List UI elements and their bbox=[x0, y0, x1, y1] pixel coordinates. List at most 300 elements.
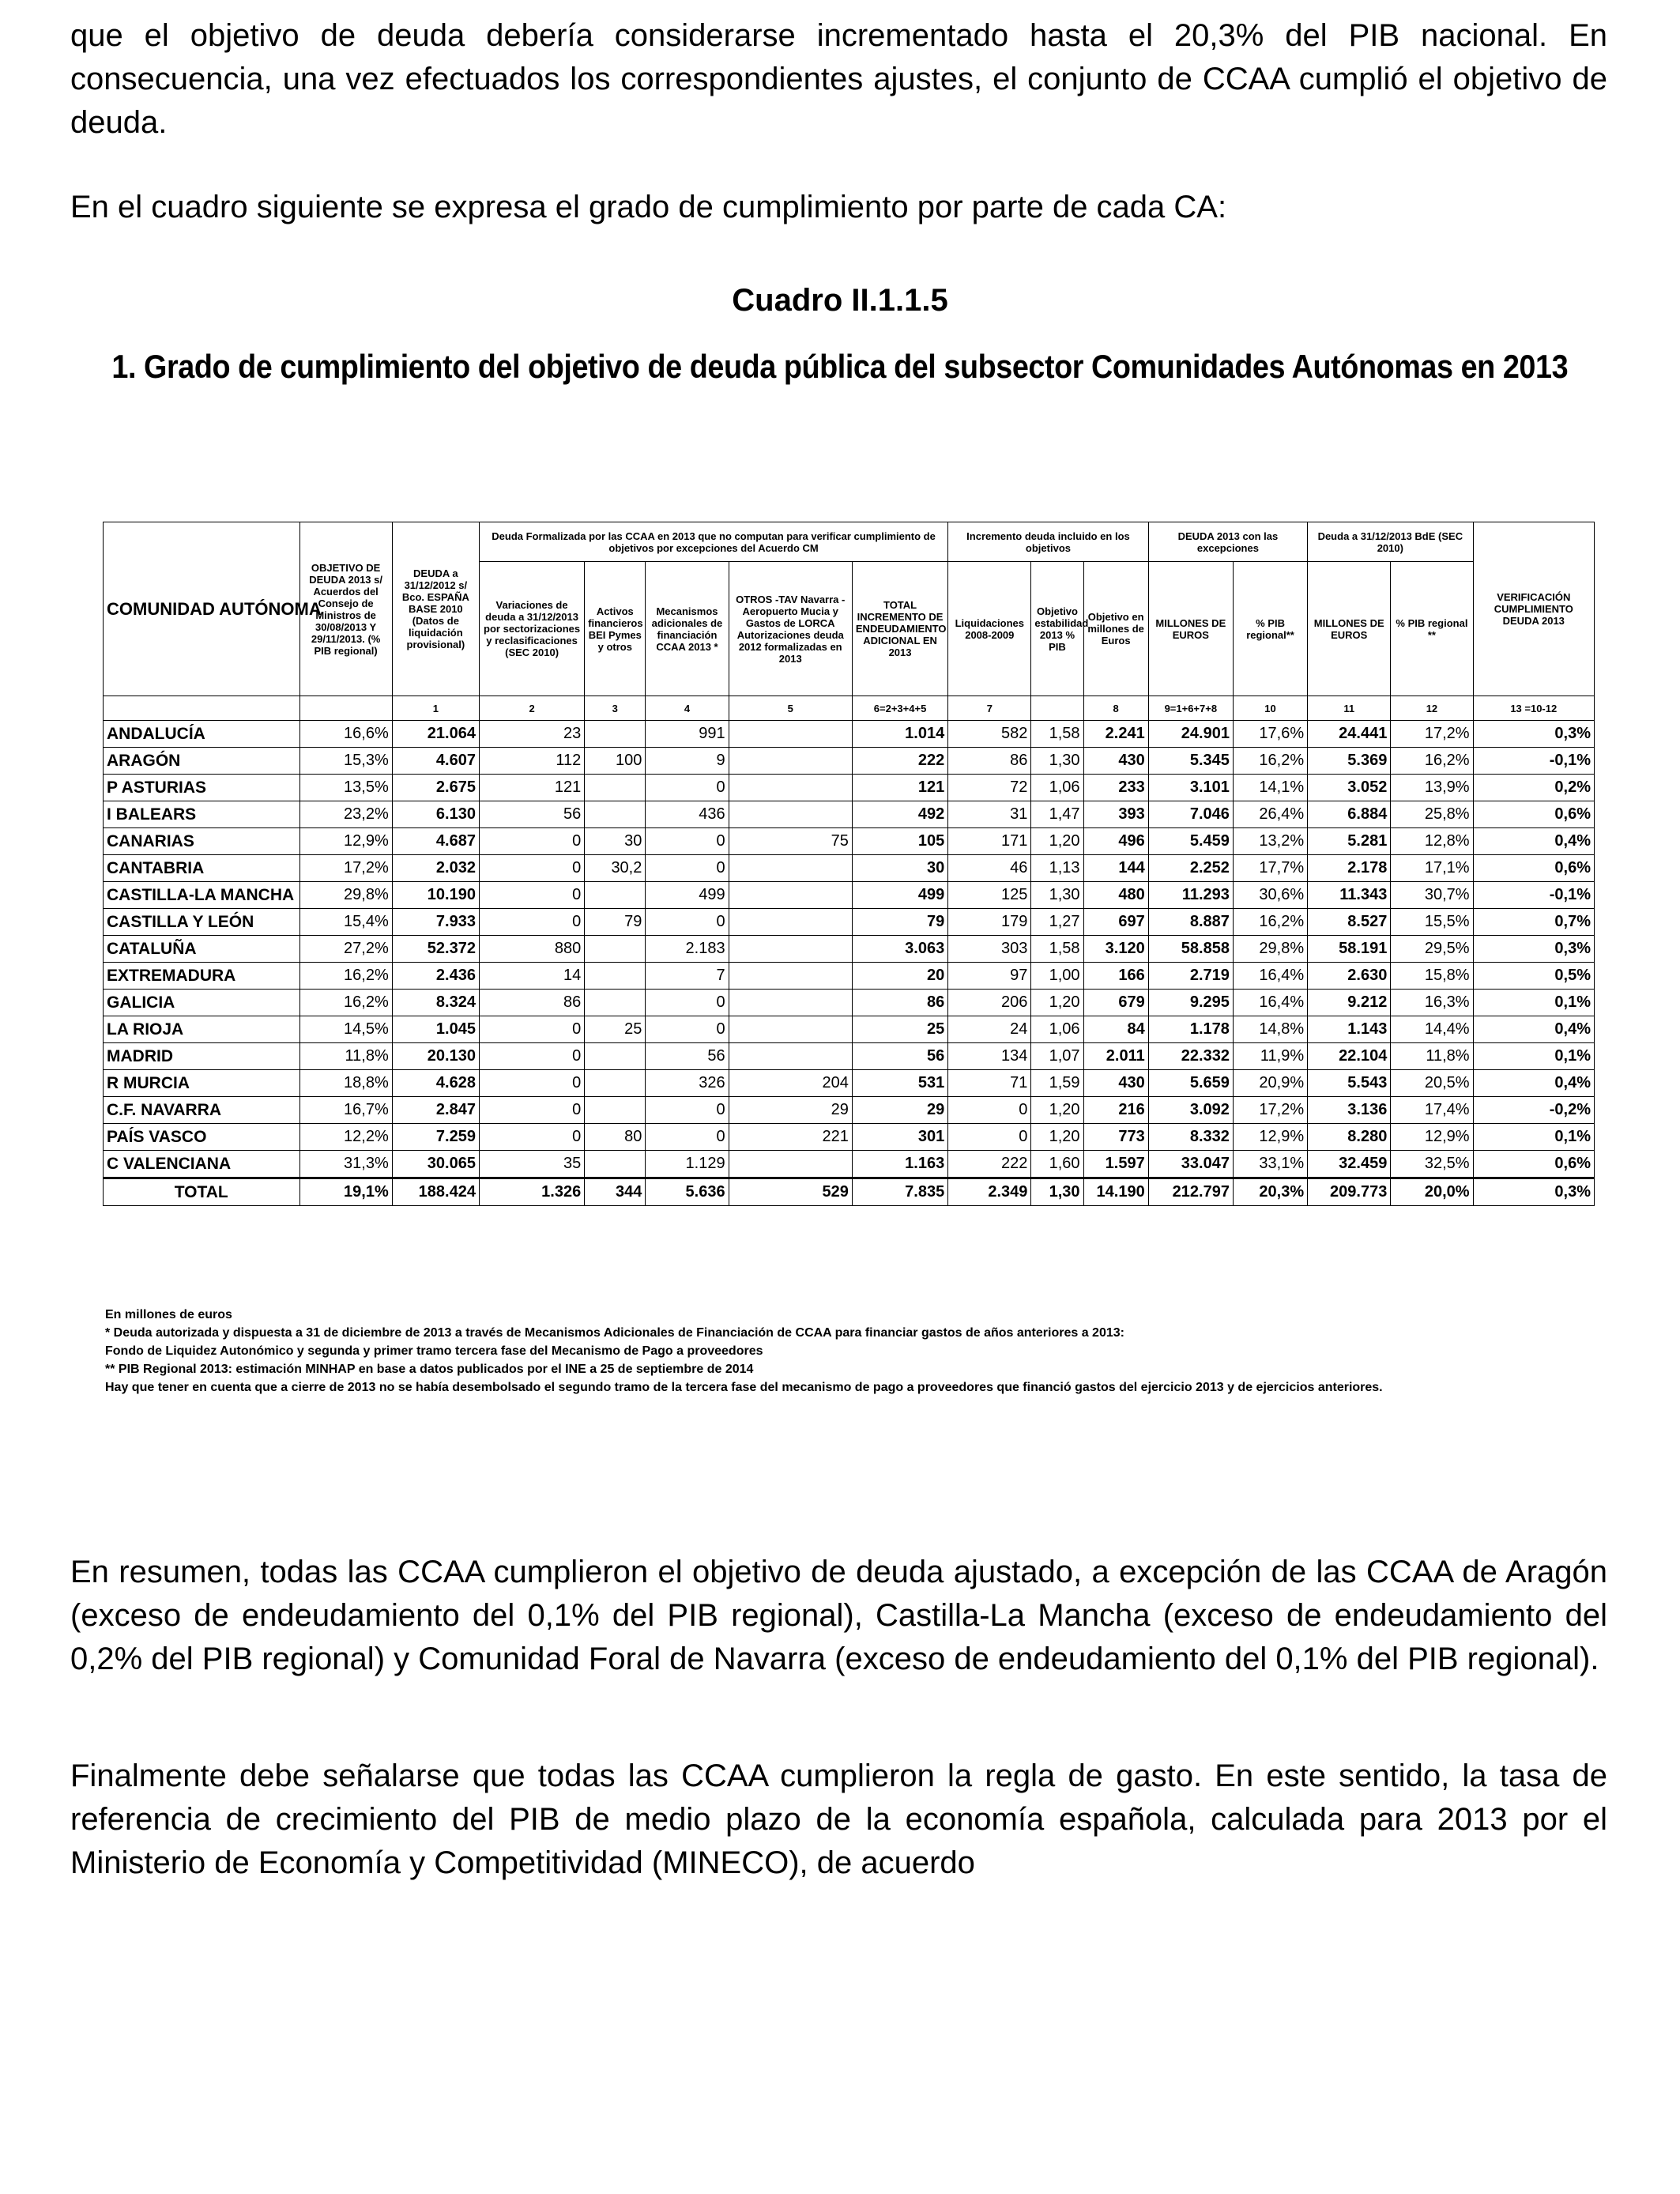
cell-mec: 0 bbox=[646, 1097, 729, 1124]
cell-me: 11.293 bbox=[1148, 882, 1233, 909]
cell-obj: 31,3% bbox=[299, 1151, 392, 1178]
table-row bbox=[104, 963, 1595, 990]
header-activos: Activos financieros BEI Pymes y otros bbox=[585, 562, 646, 696]
header-number-blank bbox=[299, 696, 392, 721]
cell-pibb: 20,5% bbox=[1391, 1070, 1473, 1097]
cell-oe: 1,06 bbox=[1031, 775, 1083, 801]
cell-me: 5.345 bbox=[1148, 748, 1233, 775]
cell-mec: 0 bbox=[646, 828, 729, 855]
cell-om: 166 bbox=[1083, 963, 1148, 990]
cell-om: 430 bbox=[1083, 748, 1148, 775]
cell-otr: 75 bbox=[729, 828, 852, 855]
table-row bbox=[104, 1151, 1595, 1178]
header-variaciones: Variaciones de deuda a 31/12/2013 por sectorizaciones y reclasificaciones (SEC 2010) bbox=[479, 562, 584, 696]
cell-liq: 24 bbox=[948, 1016, 1031, 1043]
table-row bbox=[104, 828, 1595, 855]
cell-oe: 1,58 bbox=[1031, 936, 1083, 963]
paragraph-table-intro: En el cuadro siguiente se expresa el grado de cumplimiento por parte de cada CA: bbox=[70, 190, 1227, 224]
header-millones-euros: MILLONES DE EUROS bbox=[1148, 562, 1233, 696]
cell-mec: 0 bbox=[646, 990, 729, 1016]
cell-tot: 492 bbox=[852, 801, 947, 828]
cell-om: 697 bbox=[1083, 909, 1148, 936]
cell-meb: 11.343 bbox=[1308, 882, 1391, 909]
cell-tot: 1.014 bbox=[852, 721, 947, 748]
paragraph-intro: que el objetivo de deuda debería considerarse incrementado hasta el 20,3% del PIB nacional. En consecuencia, una vez efectuados los correspondientes ajustes, el conjunto de CCAA cumplió el objetivo de deuda. bbox=[70, 18, 1607, 140]
header-number: 8 bbox=[1083, 696, 1148, 721]
header-group-incremento: Incremento deuda incluido en los objetivos bbox=[948, 522, 1149, 562]
cell-mec: 0 bbox=[646, 775, 729, 801]
cell-pib: 17,6% bbox=[1233, 721, 1307, 748]
cell-liq: 0 bbox=[948, 1097, 1031, 1124]
cell-pib: 16,2% bbox=[1233, 909, 1307, 936]
header-number: 9=1+6+7+8 bbox=[1148, 696, 1233, 721]
cell-otr bbox=[729, 801, 852, 828]
cell-var: 121 bbox=[479, 775, 584, 801]
cell-var: 14 bbox=[479, 963, 584, 990]
cell-me: 22.332 bbox=[1148, 1043, 1233, 1070]
cell-var: 112 bbox=[479, 748, 584, 775]
cell-act bbox=[585, 963, 646, 990]
cell-d2012: 6.130 bbox=[392, 801, 479, 828]
cell-d2012: 21.064 bbox=[392, 721, 479, 748]
table-row bbox=[104, 775, 1595, 801]
cell-comunidad: I BALEARS bbox=[104, 801, 300, 828]
cell-var: 0 bbox=[479, 1016, 584, 1043]
cell-meb: 2.178 bbox=[1308, 855, 1391, 882]
cell-tot: 531 bbox=[852, 1070, 947, 1097]
cell-tot: 25 bbox=[852, 1016, 947, 1043]
cell-ver: 0,6% bbox=[1473, 801, 1594, 828]
cell-om: 679 bbox=[1083, 990, 1148, 1016]
cell-act bbox=[585, 801, 646, 828]
header-number: 4 bbox=[646, 696, 729, 721]
cell-meb: 3.136 bbox=[1308, 1097, 1391, 1124]
cell-pib: 20,3% bbox=[1233, 1178, 1307, 1206]
cell-d2012: 2.675 bbox=[392, 775, 479, 801]
cell-obj: 16,7% bbox=[299, 1097, 392, 1124]
cell-otr bbox=[729, 721, 852, 748]
cell-var: 56 bbox=[479, 801, 584, 828]
cell-mec: 0 bbox=[646, 1124, 729, 1151]
cell-liq: 582 bbox=[948, 721, 1031, 748]
cell-liq: 222 bbox=[948, 1151, 1031, 1178]
cell-comunidad: C VALENCIANA bbox=[104, 1151, 300, 1178]
cell-pib: 11,9% bbox=[1233, 1043, 1307, 1070]
table-row bbox=[104, 1124, 1595, 1151]
cell-meb: 9.212 bbox=[1308, 990, 1391, 1016]
cell-pibb: 14,4% bbox=[1391, 1016, 1473, 1043]
cell-pibb: 13,9% bbox=[1391, 775, 1473, 801]
cell-meb: 5.369 bbox=[1308, 748, 1391, 775]
paragraph-summary: En resumen, todas las CCAA cumplieron el objetivo de deuda ajustado, a excepción de las CCAA de Aragón (exceso de endeudamiento del 0,1% del PIB regional), Castilla-La Mancha (exceso de endeudamiento del 0,2% del PIB regional) y Comunidad Foral de Navarra (exceso de endeudamiento del 0,1% del PIB regional). bbox=[70, 1555, 1607, 1676]
note: Hay que tener en cuenta que a cierre de 2013 no se había desembolsado el segundo tramo de la tercera fase del mecanismo de pago a proveedores que financió gastos del ejercicio 2013 y de ejercicios anteriores. bbox=[105, 1381, 1383, 1394]
table-row bbox=[104, 855, 1595, 882]
cell-liq: 303 bbox=[948, 936, 1031, 963]
cell-obj: 29,8% bbox=[299, 882, 392, 909]
cell-act: 30,2 bbox=[585, 855, 646, 882]
note: ** PIB Regional 2013: estimación MINHAP en base a datos publicados por el INE a 25 de septiembre de 2014 bbox=[105, 1363, 754, 1376]
cell-var: 0 bbox=[479, 855, 584, 882]
cell-pibb: 11,8% bbox=[1391, 1043, 1473, 1070]
cell-comunidad: CATALUÑA bbox=[104, 936, 300, 963]
cell-otr bbox=[729, 1043, 852, 1070]
cell-mec: 326 bbox=[646, 1070, 729, 1097]
cell-me: 1.178 bbox=[1148, 1016, 1233, 1043]
cell-act: 344 bbox=[585, 1178, 646, 1206]
cell-tot: 1.163 bbox=[852, 1151, 947, 1178]
cell-meb: 8.527 bbox=[1308, 909, 1391, 936]
cell-liq: 2.349 bbox=[948, 1178, 1031, 1206]
cell-ver: 0,4% bbox=[1473, 1070, 1594, 1097]
table-row bbox=[104, 1070, 1595, 1097]
cell-ver: 0,5% bbox=[1473, 963, 1594, 990]
cell-meb: 209.773 bbox=[1308, 1178, 1391, 1206]
cell-obj: 23,2% bbox=[299, 801, 392, 828]
cell-mec: 7 bbox=[646, 963, 729, 990]
cell-pib: 16,2% bbox=[1233, 748, 1307, 775]
cell-me: 2.252 bbox=[1148, 855, 1233, 882]
cell-liq: 206 bbox=[948, 990, 1031, 1016]
cell-comunidad: ANDALUCÍA bbox=[104, 721, 300, 748]
cell-ver: 0,3% bbox=[1473, 721, 1594, 748]
cell-me: 58.858 bbox=[1148, 936, 1233, 963]
cell-otr: 204 bbox=[729, 1070, 852, 1097]
cell-d2012: 20.130 bbox=[392, 1043, 479, 1070]
cell-mec: 436 bbox=[646, 801, 729, 828]
cell-pib: 13,2% bbox=[1233, 828, 1307, 855]
header-objetivo-millones: Objetivo en millones de Euros bbox=[1083, 562, 1148, 696]
cell-act bbox=[585, 990, 646, 1016]
cell-me: 7.046 bbox=[1148, 801, 1233, 828]
header-number: 11 bbox=[1308, 696, 1391, 721]
cell-pibb: 12,9% bbox=[1391, 1124, 1473, 1151]
cell-otr bbox=[729, 990, 852, 1016]
cell-liq: 0 bbox=[948, 1124, 1031, 1151]
cell-meb: 58.191 bbox=[1308, 936, 1391, 963]
cell-otr bbox=[729, 775, 852, 801]
cell-om: 2.241 bbox=[1083, 721, 1148, 748]
cell-ver: 0,4% bbox=[1473, 1016, 1594, 1043]
cell-me: 9.295 bbox=[1148, 990, 1233, 1016]
header-objetivo-estabilidad: Objetivo estabilidad 2013 % PIB bbox=[1031, 562, 1083, 696]
cell-om: 3.120 bbox=[1083, 936, 1148, 963]
table-row bbox=[104, 990, 1595, 1016]
cell-me: 3.092 bbox=[1148, 1097, 1233, 1124]
cell-pibb: 17,4% bbox=[1391, 1097, 1473, 1124]
cell-oe: 1,20 bbox=[1031, 990, 1083, 1016]
cell-obj: 13,5% bbox=[299, 775, 392, 801]
cell-mec: 991 bbox=[646, 721, 729, 748]
table-row bbox=[104, 936, 1595, 963]
cell-tot: 3.063 bbox=[852, 936, 947, 963]
cell-liq: 125 bbox=[948, 882, 1031, 909]
cell-ver: -0,2% bbox=[1473, 1097, 1594, 1124]
cell-liq: 86 bbox=[948, 748, 1031, 775]
cell-oe: 1,30 bbox=[1031, 1178, 1083, 1206]
table-row bbox=[104, 882, 1595, 909]
cell-obj: 11,8% bbox=[299, 1043, 392, 1070]
cell-oe: 1,27 bbox=[1031, 909, 1083, 936]
cell-liq: 134 bbox=[948, 1043, 1031, 1070]
cell-oe: 1,30 bbox=[1031, 882, 1083, 909]
header-pib-regional: % PIB regional** bbox=[1233, 562, 1307, 696]
cell-act bbox=[585, 1070, 646, 1097]
cell-var: 0 bbox=[479, 909, 584, 936]
cell-me: 2.719 bbox=[1148, 963, 1233, 990]
cell-oe: 1,30 bbox=[1031, 748, 1083, 775]
cell-pibb: 32,5% bbox=[1391, 1151, 1473, 1178]
header-number: 5 bbox=[729, 696, 852, 721]
cell-comunidad: P ASTURIAS bbox=[104, 775, 300, 801]
cell-mec: 5.636 bbox=[646, 1178, 729, 1206]
note: En millones de euros bbox=[105, 1308, 232, 1321]
cell-tot: 79 bbox=[852, 909, 947, 936]
cell-mec: 1.129 bbox=[646, 1151, 729, 1178]
header-number bbox=[1031, 696, 1083, 721]
cell-mec: 499 bbox=[646, 882, 729, 909]
cell-tot: 30 bbox=[852, 855, 947, 882]
cell-comunidad: PAÍS VASCO bbox=[104, 1124, 300, 1151]
cell-var: 0 bbox=[479, 1124, 584, 1151]
cell-obj: 16,2% bbox=[299, 990, 392, 1016]
cell-mec: 0 bbox=[646, 909, 729, 936]
cell-act: 79 bbox=[585, 909, 646, 936]
cell-obj: 12,2% bbox=[299, 1124, 392, 1151]
table-title bbox=[0, 348, 1680, 386]
paragraph-gasto: Finalmente debe señalarse que todas las CCAA cumplieron la regla de gasto. En este sentido, la tasa de referencia de crecimiento del PIB de medio plazo de la economía española, calculada para 2013 por el Ministerio de Economía y Competitividad (MINECO), de acuerdo bbox=[70, 1759, 1607, 1880]
cell-obj: 12,9% bbox=[299, 828, 392, 855]
cell-pibb: 20,0% bbox=[1391, 1178, 1473, 1206]
cell-comunidad: CANARIAS bbox=[104, 828, 300, 855]
cell-om: 430 bbox=[1083, 1070, 1148, 1097]
cell-d2012: 10.190 bbox=[392, 882, 479, 909]
cell-pib: 14,8% bbox=[1233, 1016, 1307, 1043]
cell-pibb: 29,5% bbox=[1391, 936, 1473, 963]
header-number: 12 bbox=[1391, 696, 1473, 721]
cell-pibb: 17,2% bbox=[1391, 721, 1473, 748]
cell-me: 3.101 bbox=[1148, 775, 1233, 801]
table-row bbox=[104, 1178, 1595, 1206]
cell-ver: 0,1% bbox=[1473, 1124, 1594, 1151]
cell-ver: -0,1% bbox=[1473, 882, 1594, 909]
cell-om: 216 bbox=[1083, 1097, 1148, 1124]
cell-me: 212.797 bbox=[1148, 1178, 1233, 1206]
cell-liq: 171 bbox=[948, 828, 1031, 855]
cell-pibb: 25,8% bbox=[1391, 801, 1473, 828]
cell-d2012: 4.607 bbox=[392, 748, 479, 775]
cell-pib: 33,1% bbox=[1233, 1151, 1307, 1178]
cell-oe: 1,20 bbox=[1031, 1124, 1083, 1151]
cell-liq: 46 bbox=[948, 855, 1031, 882]
cell-var: 1.326 bbox=[479, 1178, 584, 1206]
cell-comunidad: LA RIOJA bbox=[104, 1016, 300, 1043]
cell-pibb: 12,8% bbox=[1391, 828, 1473, 855]
cell-liq: 179 bbox=[948, 909, 1031, 936]
note: Fondo de Liquidez Autonómico y segunda y primer tramo tercera fase del Mecanismo de Pago a proveedores bbox=[105, 1344, 763, 1358]
cell-pibb: 30,7% bbox=[1391, 882, 1473, 909]
cell-mec: 2.183 bbox=[646, 936, 729, 963]
cell-act bbox=[585, 882, 646, 909]
cell-pib: 12,9% bbox=[1233, 1124, 1307, 1151]
cell-pibb: 15,5% bbox=[1391, 909, 1473, 936]
cell-obj: 27,2% bbox=[299, 936, 392, 963]
cell-oe: 1,59 bbox=[1031, 1070, 1083, 1097]
cell-act bbox=[585, 721, 646, 748]
cell-tot: 222 bbox=[852, 748, 947, 775]
table-notes bbox=[105, 1306, 1591, 1397]
header-number: 3 bbox=[585, 696, 646, 721]
header-comunidad: COMUNIDAD AUTÓNOMA bbox=[104, 522, 300, 696]
cell-act bbox=[585, 775, 646, 801]
cell-obj: 17,2% bbox=[299, 855, 392, 882]
note: * Deuda autorizada y dispuesta a 31 de diciembre de 2013 a través de Mecanismos Adicionales de Financiación de CCAA para financiar gastos de años anteriores a 2013: bbox=[105, 1326, 1124, 1340]
header-verificacion: VERIFICACIÓN CUMPLIMIENTO DEUDA 2013 bbox=[1473, 522, 1594, 696]
table-row bbox=[104, 909, 1595, 936]
cell-pib: 17,7% bbox=[1233, 855, 1307, 882]
cell-ver: 0,1% bbox=[1473, 990, 1594, 1016]
cell-d2012: 188.424 bbox=[392, 1178, 479, 1206]
header-number: 1 bbox=[392, 696, 479, 721]
header-number: 10 bbox=[1233, 696, 1307, 721]
cell-pib: 26,4% bbox=[1233, 801, 1307, 828]
cell-pib: 20,9% bbox=[1233, 1070, 1307, 1097]
cell-act: 80 bbox=[585, 1124, 646, 1151]
cell-d2012: 7.933 bbox=[392, 909, 479, 936]
table-row bbox=[104, 748, 1595, 775]
cell-meb: 5.281 bbox=[1308, 828, 1391, 855]
header-mecanismos: Mecanismos adicionales de financiación CCAA 2013 * bbox=[646, 562, 729, 696]
cell-pibb: 16,2% bbox=[1391, 748, 1473, 775]
cell-om: 84 bbox=[1083, 1016, 1148, 1043]
cell-oe: 1,00 bbox=[1031, 963, 1083, 990]
cell-comunidad: R MURCIA bbox=[104, 1070, 300, 1097]
cell-comunidad: C.F. NAVARRA bbox=[104, 1097, 300, 1124]
cell-om: 2.011 bbox=[1083, 1043, 1148, 1070]
cell-om: 393 bbox=[1083, 801, 1148, 828]
cell-obj: 15,4% bbox=[299, 909, 392, 936]
cell-ver: 0,6% bbox=[1473, 1151, 1594, 1178]
cell-obj: 19,1% bbox=[299, 1178, 392, 1206]
cuadro-label: Cuadro II.1.1.5 bbox=[732, 283, 948, 318]
cell-liq: 31 bbox=[948, 801, 1031, 828]
cell-ver: 0,6% bbox=[1473, 855, 1594, 882]
cell-me: 8.887 bbox=[1148, 909, 1233, 936]
table-body bbox=[104, 721, 1595, 1206]
cell-otr bbox=[729, 855, 852, 882]
cell-liq: 71 bbox=[948, 1070, 1031, 1097]
header-objetivo: OBJETIVO DE DEUDA 2013 s/ Acuerdos del Consejo de Ministros de 30/08/2013 Y 29/11/2013. (% PIB regional) bbox=[299, 522, 392, 696]
cell-d2012: 1.045 bbox=[392, 1016, 479, 1043]
cell-act: 100 bbox=[585, 748, 646, 775]
header-millones-euros-bde: MILLONES DE EUROS bbox=[1308, 562, 1391, 696]
cell-mec: 56 bbox=[646, 1043, 729, 1070]
cell-tot: 301 bbox=[852, 1124, 947, 1151]
cell-oe: 1,58 bbox=[1031, 721, 1083, 748]
cell-d2012: 2.032 bbox=[392, 855, 479, 882]
cell-otr: 221 bbox=[729, 1124, 852, 1151]
cell-meb: 3.052 bbox=[1308, 775, 1391, 801]
cell-meb: 22.104 bbox=[1308, 1043, 1391, 1070]
cell-act bbox=[585, 936, 646, 963]
cell-om: 1.597 bbox=[1083, 1151, 1148, 1178]
table-row bbox=[104, 721, 1595, 748]
cell-comunidad: TOTAL bbox=[104, 1178, 300, 1206]
cell-comunidad: CASTILLA-LA MANCHA bbox=[104, 882, 300, 909]
cell-var: 23 bbox=[479, 721, 584, 748]
table-row bbox=[104, 1016, 1595, 1043]
cell-om: 144 bbox=[1083, 855, 1148, 882]
cell-pib: 14,1% bbox=[1233, 775, 1307, 801]
cell-pib: 16,4% bbox=[1233, 963, 1307, 990]
cell-obj: 16,6% bbox=[299, 721, 392, 748]
cell-tot: 121 bbox=[852, 775, 947, 801]
header-number: 6=2+3+4+5 bbox=[852, 696, 947, 721]
cell-meb: 5.543 bbox=[1308, 1070, 1391, 1097]
cell-act: 30 bbox=[585, 828, 646, 855]
cell-oe: 1,06 bbox=[1031, 1016, 1083, 1043]
cell-otr bbox=[729, 936, 852, 963]
table-title-text: 1. Grado de cumplimiento del objetivo de deuda pública del subsector Comunidades Autónomas en 2013 bbox=[111, 348, 1569, 385]
header-group-formalizada: Deuda Formalizada por las CCAA en 2013 que no computan para verificar cumplimiento de objetivos por excepciones del Acuerdo CM bbox=[479, 522, 947, 562]
header-group-bde: Deuda a 31/12/2013 BdE (SEC 2010) bbox=[1308, 522, 1473, 562]
table-row bbox=[104, 1097, 1595, 1124]
debt-compliance-table bbox=[103, 522, 1595, 1206]
cell-otr bbox=[729, 963, 852, 990]
cell-pib: 30,6% bbox=[1233, 882, 1307, 909]
cell-var: 86 bbox=[479, 990, 584, 1016]
cell-obj: 14,5% bbox=[299, 1016, 392, 1043]
header-liquidaciones: Liquidaciones 2008-2009 bbox=[948, 562, 1031, 696]
cell-meb: 2.630 bbox=[1308, 963, 1391, 990]
cell-pibb: 15,8% bbox=[1391, 963, 1473, 990]
cell-comunidad: MADRID bbox=[104, 1043, 300, 1070]
cell-comunidad: CASTILLA Y LEÓN bbox=[104, 909, 300, 936]
cell-meb: 32.459 bbox=[1308, 1151, 1391, 1178]
cell-comunidad: ARAGÓN bbox=[104, 748, 300, 775]
cell-om: 773 bbox=[1083, 1124, 1148, 1151]
cell-ver: -0,1% bbox=[1473, 748, 1594, 775]
cell-comunidad: CANTABRIA bbox=[104, 855, 300, 882]
cell-pibb: 16,3% bbox=[1391, 990, 1473, 1016]
cell-tot: 29 bbox=[852, 1097, 947, 1124]
cell-pib: 16,4% bbox=[1233, 990, 1307, 1016]
cell-meb: 6.884 bbox=[1308, 801, 1391, 828]
cell-liq: 97 bbox=[948, 963, 1031, 990]
cell-me: 24.901 bbox=[1148, 721, 1233, 748]
cell-var: 880 bbox=[479, 936, 584, 963]
header-number: 13 =10-12 bbox=[1473, 696, 1594, 721]
cell-oe: 1,20 bbox=[1031, 1097, 1083, 1124]
cell-act bbox=[585, 1043, 646, 1070]
cell-om: 233 bbox=[1083, 775, 1148, 801]
cell-pib: 17,2% bbox=[1233, 1097, 1307, 1124]
cell-meb: 1.143 bbox=[1308, 1016, 1391, 1043]
cell-otr bbox=[729, 748, 852, 775]
header-deuda-2012: DEUDA a 31/12/2012 s/ Bco. ESPAÑA BASE 2010 (Datos de liquidación provisional) bbox=[392, 522, 479, 696]
cell-oe: 1,20 bbox=[1031, 828, 1083, 855]
cell-otr: 29 bbox=[729, 1097, 852, 1124]
cell-ver: 0,4% bbox=[1473, 828, 1594, 855]
cell-tot: 105 bbox=[852, 828, 947, 855]
cell-tot: 7.835 bbox=[852, 1178, 947, 1206]
cell-ver: 0,1% bbox=[1473, 1043, 1594, 1070]
cell-otr bbox=[729, 1151, 852, 1178]
cell-obj: 18,8% bbox=[299, 1070, 392, 1097]
cell-tot: 499 bbox=[852, 882, 947, 909]
cell-otr bbox=[729, 882, 852, 909]
cell-var: 35 bbox=[479, 1151, 584, 1178]
cell-act bbox=[585, 1151, 646, 1178]
